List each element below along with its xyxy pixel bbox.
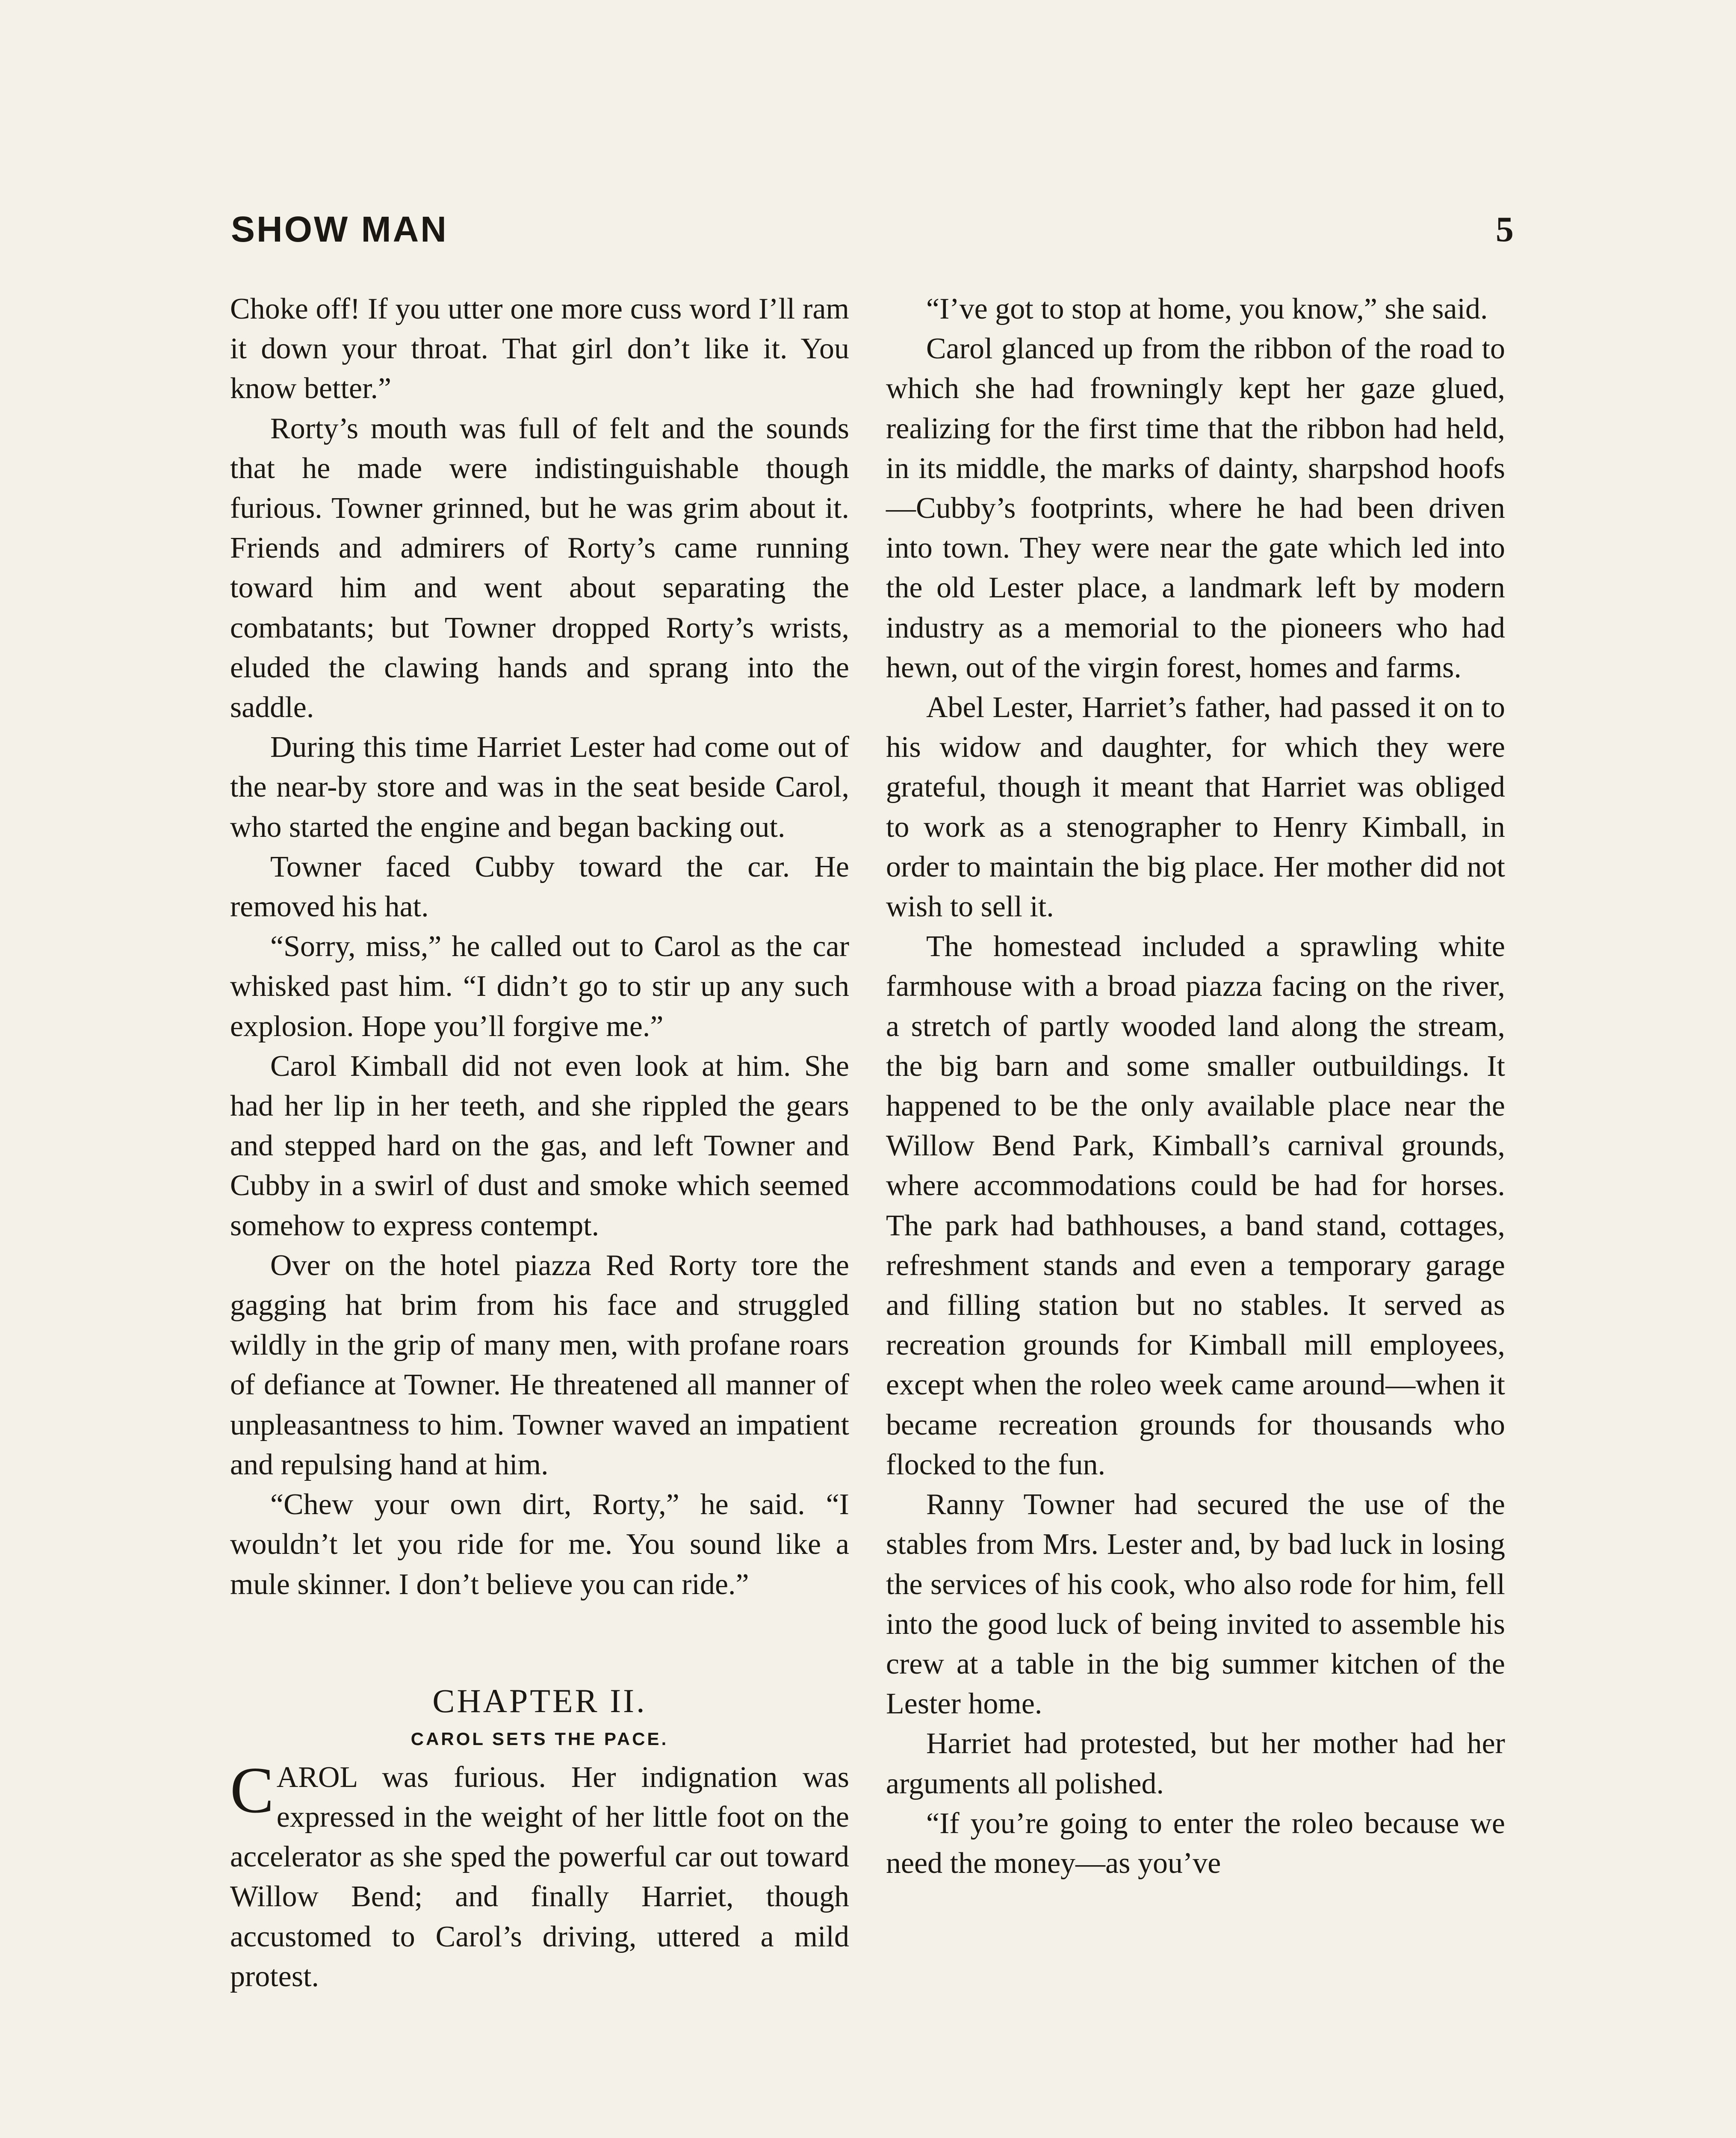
chapter-subtitle: CAROL SETS THE PACE. xyxy=(410,1728,669,1749)
paragraph: “I’ve got to stop at home, you know,” she said. xyxy=(926,292,1488,325)
paragraph: The homestead included a sprawling white farmhouse with a broad piazza facing on the river, a stretch of partly wooded land along the stream, the big barn and some smaller outbuildings. It happened to be the only available place near the Willow Bend Park, Kimball’s carnival grounds, where accommodations could be had for horses. The park had bathhouses, a band stand, cottages, refreshment stands and even a temporary garage and filling station but no stables. It served as recreation grounds for Kimball mill employees, except when the roleo week came around—when it became recreation grounds for thousands who flocked to the fun. xyxy=(886,930,1505,1481)
paragraph: “If you’re going to enter the roleo because we need the money—as you’ve xyxy=(886,1807,1505,1880)
drop-cap: C xyxy=(230,1754,274,1827)
chapter-opening-paragraph xyxy=(230,1754,849,1996)
paragraph: “Chew your own dirt, Rorty,” he said. “I wouldn’t let you ride for me. You sound like a mule skinner. I don’t believe you can ride.” xyxy=(230,1488,849,1601)
left-column xyxy=(230,289,849,1996)
paragraph: Over on the hotel piazza Red Rorty tore the gagging hat brim from his face and struggled wildly in the grip of many men, with profane roars of defiance at Towner. He threatened all manner of unpleasantness to him. Towner waved an impatient and repulsing hand at him. xyxy=(230,1249,849,1481)
paragraph: Carol glanced up from the ribbon of the road to which she had frowningly kept her gaze glued, realizing for the first time that the ribbon had held, in its middle, the marks of dainty, sharpshod hoofs—Cubby’s footprints, where he had been driven into town. They were near the gate which led into the old Lester place, a landmark left by modern industry as a memorial to the pioneers who had hewn, out of the virgin forest, homes and farms. xyxy=(886,332,1505,684)
paragraph: Ranny Towner had secured the use of the stables from Mrs. Lester and, by bad luck in losing the services of his cook, who also rode for him, fell into the good luck of being invited to assemble his crew at a table in the big summer kitchen of the Lester home. xyxy=(886,1488,1505,1721)
paragraph: Choke off! If you utter one more cuss word I’ll ram it down your throat. That girl don’t like it. You know better.” xyxy=(230,292,849,405)
paragraph: Carol Kimball did not even look at him. She had her lip in her teeth, and she rippled the gears and stepped hard on the gas, and left Towner and Cubby in a swirl of dust and smoke which seemed somehow to express contempt. xyxy=(230,1049,849,1242)
paragraph: Towner faced Cubby toward the car. He removed his hat. xyxy=(230,850,849,924)
paragraph: Rorty’s mouth was full of felt and the sounds that he made were indistinguishable though furious. Towner grinned, but he was grim about it. Friends and admirers of Rorty’s came running toward him and went about separating the combatants; but Towner dropped Rorty’s wrists, eluded the clawing hands and sprang into the saddle. xyxy=(230,412,849,724)
right-column xyxy=(886,289,1505,1883)
paragraph: During this time Harriet Lester had come out of the near-by store and was in the seat beside Carol, who started the engine and began backing out. xyxy=(230,731,849,844)
chapter-opening-text: AROL was furious. Her indignation was expressed in the weight of her little foot on the accelerator as she sped the powerful car out toward Willow Bend; and finally Harriet, though accustomed to Carol’s driving, uttered a mild protest. xyxy=(230,1760,849,1993)
paragraph: Abel Lester, Harriet’s father, had passed it on to his widow and daughter, for which they were grateful, though it meant that Harriet was obliged to work as a stenographer to Henry Kimball, in order to maintain the big place. Her mother did not wish to sell it. xyxy=(886,691,1505,924)
paragraph: Harriet had protested, but her mother had her arguments all polished. xyxy=(886,1727,1505,1800)
running-header xyxy=(231,209,1514,260)
page-number: 5 xyxy=(1496,210,1514,249)
paragraph: “Sorry, miss,” he called out to Carol as the car whisked past him. “I didn’t go to stir up any such explosion. Hope you’ll forgive me.” xyxy=(230,930,849,1043)
chapter-title: CHAPTER II. xyxy=(432,1682,647,1719)
running-title: SHOW MAN xyxy=(231,209,448,249)
